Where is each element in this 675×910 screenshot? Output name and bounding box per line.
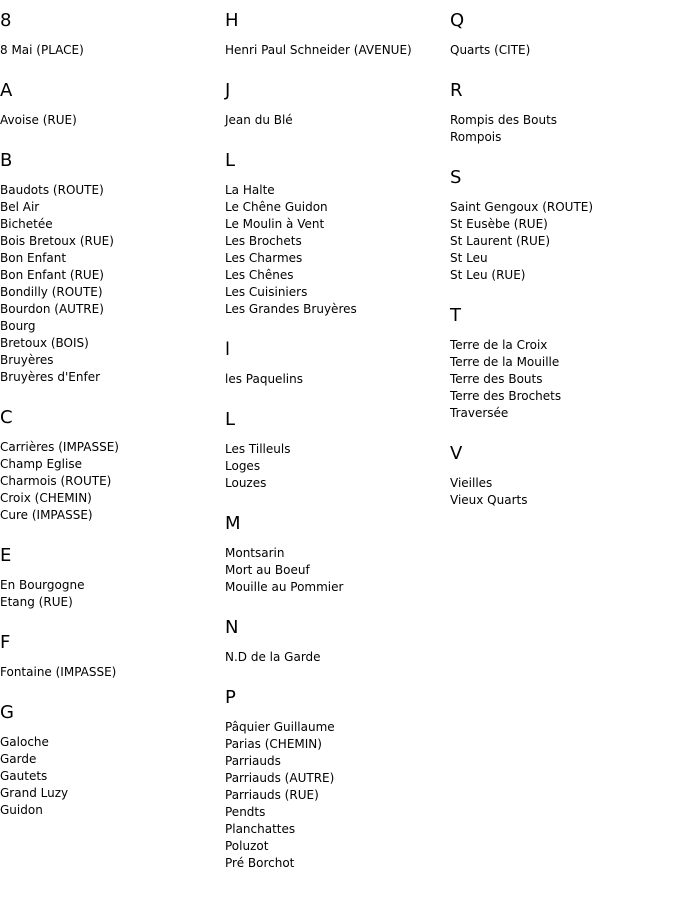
index-column-2: [225, 10, 445, 893]
street-name: 8 Mai (PLACE): [0, 43, 84, 57]
street-name: Mouille au Pommier: [225, 580, 344, 594]
letter-group: [0, 407, 220, 524]
street-name: Gautets: [0, 769, 48, 783]
letter-group: [225, 409, 445, 492]
street-name: Bondilly (ROUTE): [0, 285, 103, 299]
street-name: St Leu (RUE): [450, 268, 526, 282]
street-list: [0, 182, 220, 386]
street-name: Les Chênes: [225, 268, 294, 282]
letter-group: [450, 167, 670, 284]
street-name: Les Grandes Bruyères: [225, 302, 357, 316]
street-name: Champ Eglise: [0, 457, 82, 471]
street-name: Bourg: [0, 319, 36, 333]
street-name: Croix (CHEMIN): [0, 491, 92, 505]
letter-group: [0, 702, 220, 819]
street-list: [225, 441, 445, 492]
letter-group: [225, 150, 445, 318]
street-name: Planchattes: [225, 822, 296, 836]
street-name: Carrières (IMPASSE): [0, 440, 119, 454]
letter-heading: 8: [0, 10, 12, 31]
letter-heading: G: [0, 702, 14, 723]
letter-group: [0, 80, 220, 129]
letter-heading: R: [450, 80, 463, 101]
street-name: Poluzot: [225, 839, 269, 853]
street-name: Terre de la Croix: [450, 338, 548, 352]
street-name: Mort au Boeuf: [225, 563, 310, 577]
street-name: Terre des Bouts: [450, 372, 543, 386]
street-name: Henri Paul Schneider (AVENUE): [225, 43, 412, 57]
street-name: N.D de la Garde: [225, 650, 321, 664]
letter-heading: L: [225, 409, 236, 430]
street-name: Les Charmes: [225, 251, 303, 265]
letter-group: [225, 10, 445, 59]
street-name: Bel Air: [0, 200, 40, 214]
street-name: Bourdon (AUTRE): [0, 302, 104, 316]
street-name: Cure (IMPASSE): [0, 508, 93, 522]
letter-group: [225, 687, 445, 872]
street-name: St Laurent (RUE): [450, 234, 551, 248]
letter-group: [225, 80, 445, 129]
street-name: Fontaine (IMPASSE): [0, 665, 117, 679]
street-name: Vieilles: [450, 476, 493, 490]
street-list: [0, 112, 220, 129]
letter-group: [0, 10, 220, 59]
street-name: Rompis des Bouts: [450, 113, 558, 127]
street-list: [450, 475, 670, 509]
street-name: Bretoux (BOIS): [0, 336, 89, 350]
street-name: Pré Borchot: [225, 856, 295, 870]
letter-heading: P: [225, 687, 236, 708]
street-name: Etang (RUE): [0, 595, 73, 609]
street-list: [225, 112, 445, 129]
street-list: [225, 545, 445, 596]
street-list: [450, 42, 670, 59]
street-name: Charmois (ROUTE): [0, 474, 112, 488]
street-name: Garde: [0, 752, 37, 766]
street-name: Les Brochets: [225, 234, 302, 248]
letter-heading: T: [450, 305, 461, 326]
street-name: Bon Enfant (RUE): [0, 268, 104, 282]
street-list: [0, 664, 220, 681]
letter-heading: L: [225, 150, 236, 171]
street-name: Parias (CHEMIN): [225, 737, 322, 751]
street-name: Terre de la Mouille: [450, 355, 560, 369]
street-name: Grand Luzy: [0, 786, 69, 800]
letter-group: [225, 617, 445, 666]
street-name: Vieux Quarts: [450, 493, 528, 507]
street-list: [450, 112, 670, 146]
street-name: les Paquelins: [225, 372, 303, 386]
street-list: [225, 371, 445, 388]
street-list: [225, 182, 445, 318]
letter-heading: J: [225, 80, 231, 101]
street-list: [450, 337, 670, 422]
letter-heading: B: [0, 150, 13, 171]
street-list: [0, 439, 220, 524]
street-name: Quarts (CITE): [450, 43, 531, 57]
street-name: Traversée: [450, 406, 509, 420]
street-list: [225, 719, 445, 872]
letter-group: [225, 513, 445, 596]
street-name: Louzes: [225, 476, 267, 490]
letter-heading: l: [225, 339, 231, 360]
letter-group: [450, 443, 670, 509]
letter-group: [0, 150, 220, 386]
street-name: Avoise (RUE): [0, 113, 77, 127]
street-name: Guidon: [0, 803, 43, 817]
street-name: Bruyères: [0, 353, 54, 367]
street-list: [0, 42, 220, 59]
street-name: La Halte: [225, 183, 275, 197]
street-list: [450, 199, 670, 284]
index-column-1: [0, 10, 220, 840]
street-name: Parriauds (RUE): [225, 788, 319, 802]
street-name: Bon Enfant: [0, 251, 67, 265]
letter-heading: S: [450, 167, 462, 188]
street-name: Montsarin: [225, 546, 285, 560]
letter-group: [225, 339, 445, 388]
street-name: Le Moulin à Vent: [225, 217, 325, 231]
letter-group: [450, 10, 670, 59]
street-name: Bruyères d'Enfer: [0, 370, 101, 384]
letter-heading: H: [225, 10, 239, 31]
letter-heading: C: [0, 407, 13, 428]
letter-group: [0, 632, 220, 681]
street-list: [225, 649, 445, 666]
street-name: En Bourgogne: [0, 578, 85, 592]
street-name: Rompois: [450, 130, 502, 144]
street-name: Parriauds: [225, 754, 281, 768]
letter-heading: M: [225, 513, 241, 534]
letter-heading: N: [225, 617, 239, 638]
letter-heading: A: [0, 80, 13, 101]
street-name: Terre des Brochets: [450, 389, 562, 403]
street-name: Les Tilleuls: [225, 442, 291, 456]
street-name: St Eusèbe (RUE): [450, 217, 548, 231]
letter-group: [450, 305, 670, 422]
letter-heading: E: [0, 545, 12, 566]
street-name: Parriauds (AUTRE): [225, 771, 335, 785]
street-name: St Leu: [450, 251, 488, 265]
letter-heading: F: [0, 632, 11, 653]
street-name: Bichetée: [0, 217, 53, 231]
street-list: [0, 577, 220, 611]
street-name: Pendts: [225, 805, 266, 819]
letter-group: [0, 545, 220, 611]
letter-group: [450, 80, 670, 146]
street-name: Les Cuisiniers: [225, 285, 308, 299]
street-name: Le Chêne Guidon: [225, 200, 328, 214]
street-name: Pâquier Guillaume: [225, 720, 335, 734]
street-list: [0, 734, 220, 819]
letter-heading: Q: [450, 10, 465, 31]
street-name: Saint Gengoux (ROUTE): [450, 200, 594, 214]
index-column-3: [450, 10, 670, 530]
letter-heading: V: [450, 443, 463, 464]
street-name: Galoche: [0, 735, 49, 749]
street-name: Jean du Blé: [225, 113, 293, 127]
street-name: Loges: [225, 459, 261, 473]
street-name: Baudots (ROUTE): [0, 183, 104, 197]
street-name: Bois Bretoux (RUE): [0, 234, 114, 248]
street-list: [225, 42, 445, 59]
